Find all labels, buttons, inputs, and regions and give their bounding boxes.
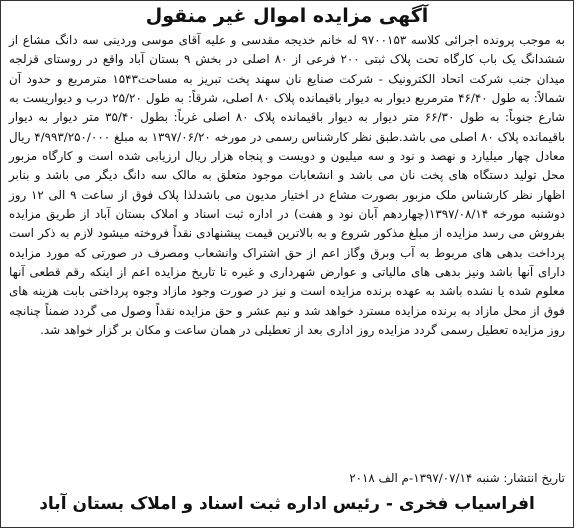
signature-line: افراسیاب فخری - رئیس اداره ثبت اسناد و املاک بستان آباد [39,494,535,514]
notice-body-text: به موجب پرونده اجرائی کلاسه ۹۷۰۰۱۵۳ له خانم خدیجه مقدسی و علیه آقای موسی وردینی سه دانگ مشاع از ششدانگ یک باب کارگاه تحت پلاک ثبتی ۲۰۰ فرعی از ۸۰ اصلی در بخش ۹ بستان آباد واقع در روستای قزلجه میدان جنب شرکت اتحاد الکترونیک - شرکت صنایع نان سهند پخت تبریز به مساحت۱۵۴۳ مترمربع و حدود آن شمالاً: به طول ۴۶/۴۰ مترمربع دیوار به دیوار باقیمانده پلاک ۸۰ اصلی، شرقاً: به طول ۲۵/۲۰ درب و دیواریست به شارع جنوباً: به طول ۶۶/۳۰ متر دیوار به دیوار باقیمانده پلاک ۸۰ اصلی غرباً: بطول ۳۵/۴۰ متر دیوار به دیوار باقیمانده پلاک ۸۰ اصلی می باشد.طبق نظر کارشناس رسمی در مورخه ۱۳۹۷/۰۶/۲۰ به مبلغ ۴/۹۹۳/۲۵۰/۰۰۰ ریال معادل چهار میلیارد و نهصد و نود و سه میلیون و دویست و پنجاه هزار ریال ارزیابی شده است و کارگاه مزبور محل تولید دستگاه های پخت نان می باشد و انشعابات موجود متعلق به مالک سه دانگ دیگر می باشد و بنابر اظهار نظر کارشناس ملک مزبور بصورت مشاع در اختیار مدیون می باشدلذا پلاک فوق از ساعت ۹ الی ۱۲ روز دوشنبه مورخه ۱۳۹۷/۰۸/۱۴(چهاردهم آبان نود و هفت) در اداره ثبت اسناد و املاک بستان آباد از طریق مزایده بفروش می رسد مزایده از مبلغ مذکور شروع و به بالاترین قیمت پیشنهادی نقداً فروخته میشود لازم به ذکر است پرداخت بدهی های مربوط به آب وبرق وگاز اعم از حق اشتراک وانشعاب ومصرف در صورتی که مورد مزایده دارای آنها باشد ونیز بدهی های مالیاتی و عوارض شهرداری و غیره تا تاریخ مزایده اعم از اینکه رقم قطعی آنها معلوم شده یا نشده باشد به عهده برنده مزایده است و نیز در صورت وجود مازاد وجوه پرداختی بابت هزینه های فوق از محل مازاد به برنده مزایده مسترد خواهد شد و نیم عشر و حق مزایده نقداً وصول می گردد ضمناً چنانچه روز مزایده تعطیل رسمی گردد مزایده روز اداری بعد از تعطیلی در همان ساعت و مکان بر گزار خواهد شد. [9,33,566,338]
notice-body [9,31,565,341]
publish-date: تاریخ انتشار: شنبه ۱۳۹۷/۰۷/۱۴-م الف ۲۰۱۸ [349,471,565,485]
notice-title: آگهی مزایده اموال غیر منقول [145,5,429,27]
